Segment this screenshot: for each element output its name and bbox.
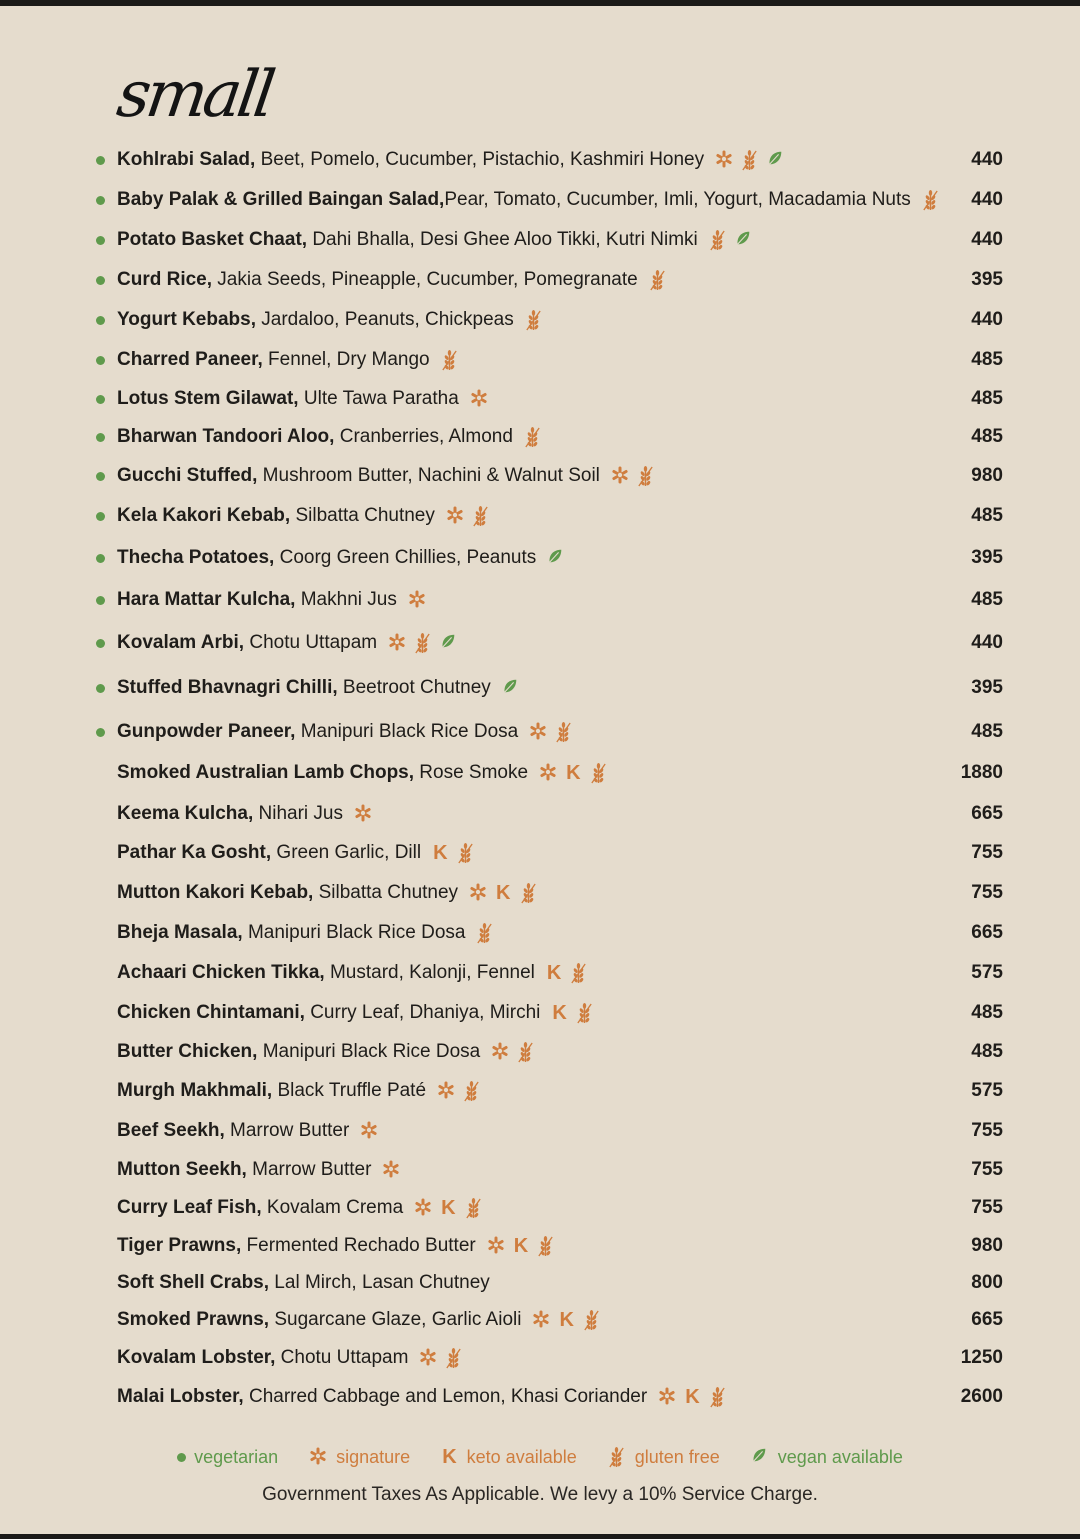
menu-item-text — [117, 589, 427, 611]
signature-asterisk-icon — [657, 1386, 677, 1408]
menu-item-name: Lotus Stem Gilawat, — [117, 388, 299, 409]
menu-item-icons — [657, 1386, 727, 1408]
menu-item-name: Kohlrabi Salad, — [117, 149, 256, 170]
signature-asterisk-icon — [381, 1159, 401, 1181]
gluten-free-wheat-icon — [636, 465, 656, 487]
menu-item-name: Achaari Chicken Tikka, — [117, 962, 325, 983]
menu-item-description: Marrow Butter — [246, 1159, 372, 1180]
vegetarian-dot-icon — [96, 639, 105, 648]
signature-asterisk-icon — [407, 589, 427, 611]
vegetarian-dot-icon — [96, 156, 105, 165]
menu-item-name: Butter Chicken, — [117, 1041, 258, 1062]
signature-asterisk-icon — [353, 803, 373, 825]
menu-item-icons — [440, 349, 460, 371]
signature-asterisk-icon — [413, 1197, 433, 1219]
menu-item-description: Rose Smoke — [414, 762, 529, 783]
menu-item — [0, 1193, 1080, 1223]
legend-vegan — [750, 1446, 903, 1468]
menu-item-text — [117, 803, 373, 825]
menu-item-icons — [714, 149, 786, 171]
menu-item — [0, 1116, 1080, 1146]
menu-item-name: Mutton Seekh, — [117, 1159, 247, 1180]
vegetarian-dot-icon — [177, 1453, 186, 1462]
menu-item — [0, 1076, 1080, 1106]
gluten-free-wheat-icon — [523, 426, 543, 448]
menu-item-name: Smoked Prawns, — [117, 1309, 270, 1330]
menu-item-description: Charred Cabbage and Lemon, Khasi Coriander — [243, 1386, 648, 1407]
signature-asterisk-icon — [714, 149, 734, 171]
menu-item-price: 485 — [971, 505, 1003, 526]
section-heading: small — [112, 58, 276, 132]
menu-item-price: 395 — [971, 269, 1003, 290]
legend-keto-label: keto available — [466, 1446, 577, 1467]
menu-item-price: 980 — [971, 465, 1003, 486]
keto-k-icon: K — [442, 1446, 457, 1468]
menu-item — [0, 758, 1080, 788]
vegetarian-dot-icon — [96, 276, 105, 285]
menu-item-name: Pathar Ka Gosht, — [117, 842, 272, 863]
menu-item-description: Makhni Jus — [295, 589, 397, 610]
menu-item-description: Fermented Rechado Butter — [241, 1235, 476, 1256]
menu-item-text — [117, 1159, 401, 1181]
menu-item — [0, 1037, 1080, 1067]
menu-item-description: Manipuri Black Rice Dosa — [242, 922, 466, 943]
menu-item-price: 665 — [971, 803, 1003, 824]
vegetarian-dot-icon — [96, 512, 105, 521]
signature-asterisk-icon — [418, 1347, 438, 1369]
menu-item-name: Smoked Australian Lamb Chops, — [117, 762, 415, 783]
menu-item-icons — [546, 547, 566, 569]
menu-item-icons — [381, 1159, 401, 1181]
legend-vegetarian-label: vegetarian — [194, 1446, 279, 1467]
menu-item-description: Coorg Green Chillies, Peanuts — [274, 547, 537, 568]
menu-item-description: Beetroot Chutney — [337, 677, 491, 698]
menu-item-description: Manipuri Black Rice Dosa — [257, 1041, 481, 1062]
legend-keto — [440, 1446, 577, 1468]
menu-item-description: Nihari Jus — [253, 803, 343, 824]
menu-item-icons — [708, 229, 754, 251]
menu-item-icons — [445, 505, 491, 527]
footer-note: Government Taxes As Applicable. We levy a 10% Service Charge. — [262, 1484, 818, 1505]
menu-item-price: 575 — [971, 962, 1003, 983]
menu-item — [0, 1305, 1080, 1335]
vegan-leaf-icon — [501, 677, 521, 699]
menu-item-text — [117, 547, 566, 569]
menu-item-icons — [528, 721, 574, 743]
vegan-leaf-icon — [766, 149, 786, 171]
menu-item-description: Sugarcane Glaze, Garlic Aioli — [269, 1309, 522, 1330]
menu-item — [0, 998, 1080, 1028]
signature-asterisk-icon — [528, 721, 548, 743]
menu-item-icons — [524, 309, 544, 331]
menu-item — [0, 717, 1080, 747]
menu-item — [0, 185, 1080, 215]
menu-item-text — [117, 962, 589, 984]
signature-asterisk-icon — [445, 505, 465, 527]
menu-item-text — [117, 922, 495, 944]
menu-item-name: Yogurt Kebabs, — [117, 309, 256, 330]
keto-k-icon: K — [433, 842, 448, 864]
gluten-free-wheat-icon — [582, 1309, 602, 1331]
menu-item-text — [117, 882, 539, 904]
menu-item-price: 1250 — [960, 1347, 1003, 1368]
menu-item — [0, 585, 1080, 615]
vegan-leaf-icon — [546, 547, 566, 569]
menu-item-price: 440 — [971, 149, 1003, 170]
menu-item-icons — [436, 1080, 482, 1102]
menu-item — [0, 345, 1080, 375]
vegetarian-dot-icon — [96, 472, 105, 481]
menu-item — [0, 145, 1080, 175]
menu-item-name: Kela Kakori Kebab, — [117, 505, 291, 526]
vegetarian-dot-icon — [96, 356, 105, 365]
menu-item-text — [117, 677, 521, 699]
menu-item-price: 980 — [971, 1235, 1003, 1256]
keto-k-icon: K — [441, 1197, 456, 1219]
menu-item-text — [117, 1080, 482, 1102]
vegetarian-dot-icon — [96, 395, 105, 404]
vegetarian-dot-icon — [96, 554, 105, 563]
legend — [0, 1444, 1080, 1470]
top-border — [0, 0, 1080, 6]
signature-asterisk-icon — [490, 1041, 510, 1063]
menu-item-price: 485 — [971, 426, 1003, 447]
menu-item — [0, 878, 1080, 908]
gluten-free-wheat-icon — [462, 1080, 482, 1102]
menu-item-price: 485 — [971, 1002, 1003, 1023]
vegetarian-dot-icon — [96, 236, 105, 245]
menu-item-name: Bharwan Tandoori Aloo, — [117, 426, 335, 447]
menu-item-price: 755 — [971, 1120, 1003, 1141]
menu-item-name: Malai Lobster, — [117, 1386, 244, 1407]
vegan-leaf-icon — [734, 229, 754, 251]
gluten-free-wheat-icon — [740, 149, 760, 171]
menu-item-price: 395 — [971, 677, 1003, 698]
menu-item-description: Silbatta Chutney — [313, 882, 459, 903]
menu-item-icons — [523, 426, 543, 448]
menu-item-name: Curd Rice, — [117, 269, 213, 290]
gluten-free-wheat-icon — [524, 309, 544, 331]
menu-item-name: Charred Paneer, — [117, 349, 263, 370]
menu-item-icons — [545, 962, 589, 984]
menu-item-icons — [921, 189, 941, 211]
gluten-free-wheat-icon — [589, 762, 609, 784]
keto-k-icon: K — [546, 962, 562, 984]
menu-item-text — [117, 229, 754, 251]
menu-item-price: 755 — [971, 842, 1003, 863]
signature-asterisk-icon — [436, 1080, 456, 1102]
menu-item — [0, 461, 1080, 491]
menu-item-description: Jakia Seeds, Pineapple, Cucumber, Pomegranate — [212, 269, 638, 290]
menu-item-price: 665 — [971, 922, 1003, 943]
menu-item-icons — [407, 589, 427, 611]
gluten-free-wheat-icon — [607, 1446, 627, 1468]
menu-item — [0, 799, 1080, 829]
gluten-free-wheat-icon — [444, 1347, 464, 1369]
menu-item-name: Chicken Chintamani, — [117, 1002, 305, 1023]
menu-item-icons — [359, 1120, 379, 1142]
bottom-border — [0, 1534, 1080, 1539]
legend-vegan-label: vegan available — [777, 1446, 903, 1467]
legend-gluten-free-label: gluten free — [634, 1446, 720, 1467]
menu-item-price: 485 — [971, 349, 1003, 370]
menu-item-icons — [531, 1309, 601, 1331]
menu-item — [0, 422, 1080, 452]
gluten-free-wheat-icon — [536, 1235, 556, 1257]
menu-item-description: Manipuri Black Rice Dosa — [295, 721, 519, 742]
gluten-free-wheat-icon — [456, 842, 476, 864]
menu-item — [0, 305, 1080, 335]
menu-item-price: 800 — [971, 1272, 1003, 1293]
menu-item-description: Lal Mirch, Lasan Chutney — [269, 1272, 490, 1293]
menu-item-description: Pear, Tomato, Cucumber, Imli, Yogurt, Macadamia Nuts — [444, 189, 911, 210]
gluten-free-wheat-icon — [554, 721, 574, 743]
menu-item-text — [117, 842, 476, 864]
menu-item-price: 575 — [971, 1080, 1003, 1101]
menu-item-name: Mutton Kakori Kebab, — [117, 882, 314, 903]
menu-item-text — [117, 426, 543, 448]
signature-asterisk-icon — [468, 882, 488, 904]
menu-item-icons — [387, 632, 459, 654]
gluten-free-wheat-icon — [708, 1386, 728, 1408]
menu-item-description: Marrow Butter — [224, 1120, 350, 1141]
keto-k-icon: K — [552, 1002, 567, 1024]
menu-item-price: 395 — [971, 547, 1003, 568]
menu-item-description: Curry Leaf, Dhaniya, Mirchi — [304, 1002, 541, 1023]
menu-item-name: Hara Mattar Kulcha, — [117, 589, 296, 610]
menu-item — [0, 1268, 1080, 1298]
menu-item-description: Chotu Uttapam — [275, 1347, 409, 1368]
menu-item-text — [117, 1235, 556, 1257]
menu-item-name: Bheja Masala, — [117, 922, 243, 943]
menu-item-description: Dahi Bhalla, Desi Ghee Aloo Tikki, Kutri Nimki — [307, 229, 698, 250]
gluten-free-wheat-icon — [519, 882, 539, 904]
menu-item-icons — [468, 882, 538, 904]
signature-asterisk-icon — [610, 465, 630, 487]
menu-item — [0, 1231, 1080, 1261]
menu-item-text — [117, 269, 668, 291]
menu-item — [0, 543, 1080, 573]
gluten-free-wheat-icon — [569, 962, 589, 984]
menu-item-text — [117, 1041, 536, 1063]
gluten-free-wheat-icon — [440, 349, 460, 371]
menu-item — [0, 265, 1080, 295]
menu-item-price: 755 — [971, 1197, 1003, 1218]
menu-item-text — [117, 1002, 595, 1024]
menu-item-icons — [648, 269, 668, 291]
menu-item — [0, 918, 1080, 948]
menu-item-name: Murgh Makhmali, — [117, 1080, 273, 1101]
vegetarian-dot-icon — [96, 316, 105, 325]
menu-item-text — [117, 632, 459, 654]
menu-item — [0, 673, 1080, 703]
gluten-free-wheat-icon — [516, 1041, 536, 1063]
menu-item-price: 2600 — [960, 1386, 1003, 1407]
menu-item — [0, 1343, 1080, 1373]
menu-item-description: Chotu Uttapam — [244, 632, 378, 653]
legend-gluten-free — [607, 1446, 720, 1468]
menu-item-icons — [501, 677, 521, 699]
menu-item-price: 440 — [971, 632, 1003, 653]
menu-item-text — [117, 309, 544, 331]
menu-item-name: Keema Kulcha, — [117, 803, 254, 824]
menu-item-text — [117, 1120, 379, 1142]
menu-item-price: 440 — [971, 189, 1003, 210]
signature-asterisk-icon — [359, 1120, 379, 1142]
menu-item — [0, 1382, 1080, 1412]
keto-k-icon: K — [513, 1235, 529, 1257]
menu-item-price: 440 — [971, 229, 1003, 250]
menu-item — [0, 225, 1080, 255]
menu-item-text — [117, 349, 460, 371]
menu-item-icons — [538, 762, 608, 784]
menu-item-description: Mushroom Butter, Nachini & Walnut Soil — [257, 465, 600, 486]
keto-k-icon: K — [566, 762, 581, 784]
signature-asterisk-icon — [531, 1309, 551, 1331]
vegetarian-dot-icon — [96, 433, 105, 442]
menu-item-name: Kovalam Lobster, — [117, 1347, 276, 1368]
menu-item-name: Curry Leaf Fish, — [117, 1197, 262, 1218]
menu-item-description: Beet, Pomelo, Cucumber, Pistachio, Kashmiri Honey — [255, 149, 705, 170]
menu-item-price: 485 — [971, 589, 1003, 610]
legend-signature — [308, 1446, 410, 1468]
menu-item — [0, 501, 1080, 531]
menu-item-name: Tiger Prawns, — [117, 1235, 242, 1256]
menu-item — [0, 958, 1080, 988]
menu-item-icons — [475, 922, 495, 944]
keto-k-icon: K — [559, 1309, 574, 1331]
menu-item-text — [117, 1309, 602, 1331]
menu-item-icons — [490, 1041, 536, 1063]
signature-asterisk-icon — [387, 632, 407, 654]
menu-item-name: Gunpowder Paneer, — [117, 721, 296, 742]
menu-item-name: Stuffed Bhavnagri Chilli, — [117, 677, 338, 698]
menu-item-icons — [610, 465, 656, 487]
gluten-free-wheat-icon — [921, 189, 941, 211]
menu-item-text — [117, 1347, 464, 1369]
gluten-free-wheat-icon — [413, 632, 433, 654]
legend-vegetarian — [177, 1447, 278, 1468]
menu-item-text — [117, 762, 609, 784]
menu-item-icons — [418, 1347, 464, 1369]
menu-item-description: Fennel, Dry Mango — [262, 349, 430, 370]
menu-item-description: Green Garlic, Dill — [271, 842, 422, 863]
menu-item-text — [117, 1272, 490, 1294]
menu-item-name: Kovalam Arbi, — [117, 632, 245, 653]
menu-item-icons — [486, 1235, 556, 1257]
menu-item — [0, 1155, 1080, 1185]
signature-asterisk-icon — [308, 1446, 328, 1468]
vegan-leaf-icon — [750, 1446, 770, 1468]
menu-item-icons — [353, 803, 373, 825]
menu-item-icons — [550, 1002, 594, 1024]
menu-item-name: Potato Basket Chaat, — [117, 229, 308, 250]
menu-item — [0, 384, 1080, 414]
vegetarian-dot-icon — [96, 196, 105, 205]
gluten-free-wheat-icon — [464, 1197, 484, 1219]
menu-item-description: Jardaloo, Peanuts, Chickpeas — [256, 309, 514, 330]
menu-item-price: 665 — [971, 1309, 1003, 1330]
menu-item-icons — [413, 1197, 483, 1219]
menu-item-icons — [431, 842, 475, 864]
menu-item-price: 440 — [971, 309, 1003, 330]
keto-k-icon: K — [496, 882, 511, 904]
menu-item-text — [117, 388, 489, 410]
menu-item-icons — [469, 388, 489, 410]
vegan-leaf-icon — [439, 632, 459, 654]
menu-item-price: 485 — [971, 721, 1003, 742]
signature-asterisk-icon — [538, 762, 558, 784]
menu-item-text — [117, 505, 491, 527]
menu-item-text — [117, 721, 574, 743]
gluten-free-wheat-icon — [648, 269, 668, 291]
vegetarian-dot-icon — [96, 684, 105, 693]
menu-item-description: Kovalam Crema — [261, 1197, 404, 1218]
menu-item-name: Thecha Potatoes, — [117, 547, 275, 568]
menu-item-text — [117, 1197, 484, 1219]
menu-item-text — [117, 465, 656, 487]
menu-item-description: Mustard, Kalonji, Fennel — [324, 962, 535, 983]
menu-item-text — [117, 1386, 728, 1408]
menu-item-price: 755 — [971, 1159, 1003, 1180]
keto-k-icon: K — [685, 1386, 700, 1408]
menu-item-text — [117, 189, 941, 211]
menu-item-description: Ulte Tawa Paratha — [298, 388, 459, 409]
menu-item-price: 755 — [971, 882, 1003, 903]
legend-signature-label: signature — [336, 1446, 411, 1467]
menu-item-name: Soft Shell Crabs, — [117, 1272, 270, 1293]
signature-asterisk-icon — [469, 388, 489, 410]
vegetarian-dot-icon — [96, 596, 105, 605]
vegetarian-dot-icon — [96, 728, 105, 737]
menu-item — [0, 838, 1080, 868]
menu-item — [0, 628, 1080, 658]
menu-item-description: Cranberries, Almond — [334, 426, 513, 447]
menu-item-description: Silbatta Chutney — [290, 505, 435, 526]
menu-item-text — [117, 149, 786, 171]
signature-asterisk-icon — [486, 1235, 506, 1257]
menu-item-name: Beef Seekh, — [117, 1120, 225, 1141]
menu-item-price: 485 — [971, 1041, 1003, 1062]
menu-item-name: Gucchi Stuffed, — [117, 465, 258, 486]
menu-item-name: Baby Palak & Grilled Baingan Salad, — [117, 189, 445, 210]
menu-item-price: 485 — [971, 388, 1003, 409]
menu-item-price: 1880 — [960, 762, 1003, 783]
gluten-free-wheat-icon — [575, 1002, 595, 1024]
gluten-free-wheat-icon — [471, 505, 491, 527]
menu-item-description: Black Truffle Paté — [272, 1080, 427, 1101]
gluten-free-wheat-icon — [708, 229, 728, 251]
gluten-free-wheat-icon — [475, 922, 495, 944]
